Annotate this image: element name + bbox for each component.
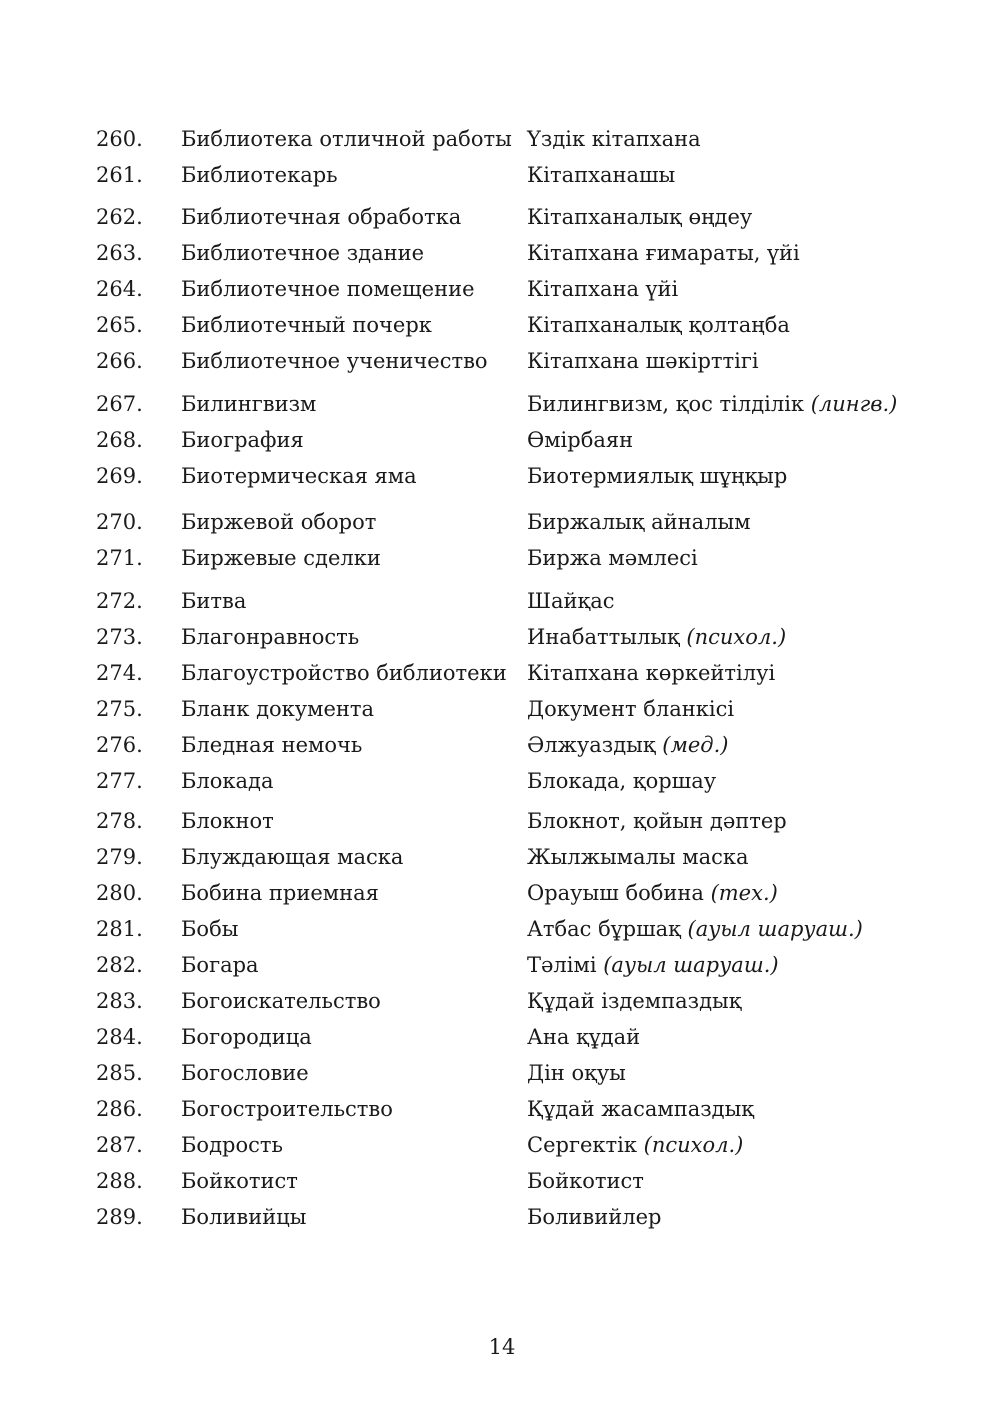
entry-row bbox=[96, 507, 936, 537]
entry-number: 282. bbox=[96, 953, 143, 977]
entry-row bbox=[96, 878, 936, 908]
kazakh-term: Әлжуаздық (мед.) bbox=[527, 733, 729, 757]
entry-number: 268. bbox=[96, 428, 143, 452]
entry-row bbox=[96, 346, 936, 376]
entry-number: 287. bbox=[96, 1133, 143, 1157]
entry-row bbox=[96, 842, 936, 872]
russian-term: Библиотечный почерк bbox=[181, 313, 432, 337]
entry-row bbox=[96, 124, 936, 154]
russian-term: Бобина приемная bbox=[181, 881, 379, 905]
russian-term: Биржевой оборот bbox=[181, 510, 377, 534]
entry-row bbox=[96, 658, 936, 688]
entry-number: 281. bbox=[96, 917, 143, 941]
entry-row bbox=[96, 543, 936, 573]
page-number: 14 bbox=[488, 1335, 516, 1359]
entry-number: 285. bbox=[96, 1061, 143, 1085]
entry-number: 276. bbox=[96, 733, 143, 757]
entry-number: 279. bbox=[96, 845, 143, 869]
entry-number: 277. bbox=[96, 769, 143, 793]
kazakh-term: Сергектік (психол.) bbox=[527, 1133, 744, 1157]
kazakh-term: Билингвизм, қос тілділік (лингв.) bbox=[527, 392, 898, 416]
kazakh-term: Кітапханалық қолтаңба bbox=[527, 313, 790, 337]
entry-row bbox=[96, 694, 936, 724]
entry-number: 275. bbox=[96, 697, 143, 721]
entry-row bbox=[96, 310, 936, 340]
entry-row bbox=[96, 986, 936, 1016]
kazakh-term: Блокнот, қойын дәптер bbox=[527, 809, 787, 833]
kazakh-term: Үздік кітапхана bbox=[527, 127, 701, 151]
russian-term: Богословие bbox=[181, 1061, 309, 1085]
entry-number: 271. bbox=[96, 546, 143, 570]
entry-number: 260. bbox=[96, 127, 143, 151]
kazakh-term: Құдай іздемпаздық bbox=[527, 989, 742, 1013]
entry-row bbox=[96, 160, 936, 190]
kazakh-term: Шайқас bbox=[527, 589, 615, 613]
entry-row bbox=[96, 238, 936, 268]
entry-number: 280. bbox=[96, 881, 143, 905]
kazakh-term: Кітапхана үйі bbox=[527, 277, 679, 301]
entry-row bbox=[96, 622, 936, 652]
entry-number: 283. bbox=[96, 989, 143, 1013]
entry-row bbox=[96, 1022, 936, 1052]
kazakh-term: Кітапханалық өңдеу bbox=[527, 205, 753, 229]
entry-row bbox=[96, 730, 936, 760]
entry-row bbox=[96, 461, 936, 491]
entry-row bbox=[96, 766, 936, 796]
russian-term: Богостроительство bbox=[181, 1097, 393, 1121]
kazakh-term: Блокада, қоршау bbox=[527, 769, 717, 793]
kazakh-term: Биржа мәмлесі bbox=[527, 546, 698, 570]
russian-term: Библиотечная обработка bbox=[181, 205, 462, 229]
russian-term: Битва bbox=[181, 589, 247, 613]
entry-row bbox=[96, 586, 936, 616]
entry-row bbox=[96, 950, 936, 980]
entry-row bbox=[96, 389, 936, 419]
entry-number: 278. bbox=[96, 809, 143, 833]
entry-number: 284. bbox=[96, 1025, 143, 1049]
russian-term: Блуждающая маска bbox=[181, 845, 404, 869]
entry-number: 267. bbox=[96, 392, 143, 416]
entry-number: 269. bbox=[96, 464, 143, 488]
russian-term: Бланк документа bbox=[181, 697, 375, 721]
entry-row bbox=[96, 1130, 936, 1160]
entry-number: 286. bbox=[96, 1097, 143, 1121]
entry-row bbox=[96, 914, 936, 944]
kazakh-term: Орауыш бобина (тех.) bbox=[527, 881, 778, 905]
kazakh-term: Инабаттылық (психол.) bbox=[527, 625, 787, 649]
kazakh-term: Дін оқуы bbox=[527, 1061, 626, 1085]
russian-term: Благоустройство библиотеки bbox=[181, 661, 507, 685]
kazakh-term: Тәлімі (ауыл шаруаш.) bbox=[527, 953, 779, 977]
russian-term: Биржевые сделки bbox=[181, 546, 381, 570]
entry-row bbox=[96, 202, 936, 232]
entry-number: 265. bbox=[96, 313, 143, 337]
russian-term: Библиотекарь bbox=[181, 163, 338, 187]
entry-number: 262. bbox=[96, 205, 143, 229]
entry-row bbox=[96, 806, 936, 836]
russian-term: Билингвизм bbox=[181, 392, 317, 416]
kazakh-term: Жылжымалы маска bbox=[527, 845, 749, 869]
entry-number: 266. bbox=[96, 349, 143, 373]
entry-number: 261. bbox=[96, 163, 143, 187]
russian-term: Блокнот bbox=[181, 809, 274, 833]
russian-term: Бодрость bbox=[181, 1133, 283, 1157]
kazakh-term: Құдай жасампаздық bbox=[527, 1097, 755, 1121]
kazakh-term: Боливийлер bbox=[527, 1205, 662, 1229]
russian-term: Бобы bbox=[181, 917, 239, 941]
kazakh-term: Кітапхана шәкірттігі bbox=[527, 349, 759, 373]
kazakh-term: Бойкотист bbox=[527, 1169, 644, 1193]
kazakh-term: Кітапханашы bbox=[527, 163, 676, 187]
russian-term: Боливийцы bbox=[181, 1205, 307, 1229]
kazakh-term: Документ бланкісі bbox=[527, 697, 735, 721]
russian-term: Бледная немочь bbox=[181, 733, 363, 757]
russian-term: Биотермическая яма bbox=[181, 464, 417, 488]
entry-row bbox=[96, 274, 936, 304]
entry-row bbox=[96, 1094, 936, 1124]
entry-row bbox=[96, 1202, 936, 1232]
entry-number: 274. bbox=[96, 661, 143, 685]
entry-number: 270. bbox=[96, 510, 143, 534]
entry-number: 273. bbox=[96, 625, 143, 649]
entry-row bbox=[96, 425, 936, 455]
entry-number: 289. bbox=[96, 1205, 143, 1229]
entry-row bbox=[96, 1166, 936, 1196]
russian-term: Богара bbox=[181, 953, 259, 977]
entry-number: 264. bbox=[96, 277, 143, 301]
russian-term: Блокада bbox=[181, 769, 274, 793]
kazakh-term: Кітапхана ғимараты, үйі bbox=[527, 241, 800, 265]
russian-term: Богородица bbox=[181, 1025, 312, 1049]
kazakh-term: Өмірбаян bbox=[527, 428, 634, 452]
russian-term: Биография bbox=[181, 428, 304, 452]
russian-term: Библиотечное здание bbox=[181, 241, 425, 265]
kazakh-term: Ана құдай bbox=[527, 1025, 641, 1049]
entry-number: 263. bbox=[96, 241, 143, 265]
kazakh-term: Кітапхана көркейтілуі bbox=[527, 661, 776, 685]
russian-term: Богоискательство bbox=[181, 989, 381, 1013]
russian-term: Библиотечное помещение bbox=[181, 277, 475, 301]
entry-row bbox=[96, 1058, 936, 1088]
dictionary-entries bbox=[96, 124, 936, 1232]
entry-number: 288. bbox=[96, 1169, 143, 1193]
kazakh-term: Атбас бұршақ (ауыл шаруаш.) bbox=[527, 917, 863, 941]
russian-term: Библиотека отличной работы bbox=[181, 127, 512, 151]
kazakh-term: Биржалық айналым bbox=[527, 510, 751, 534]
kazakh-term: Биотермиялық шұңқыр bbox=[527, 464, 788, 488]
entry-number: 272. bbox=[96, 589, 143, 613]
russian-term: Бойкотист bbox=[181, 1169, 298, 1193]
russian-term: Библиотечное ученичество bbox=[181, 349, 488, 373]
russian-term: Благонравность bbox=[181, 625, 360, 649]
